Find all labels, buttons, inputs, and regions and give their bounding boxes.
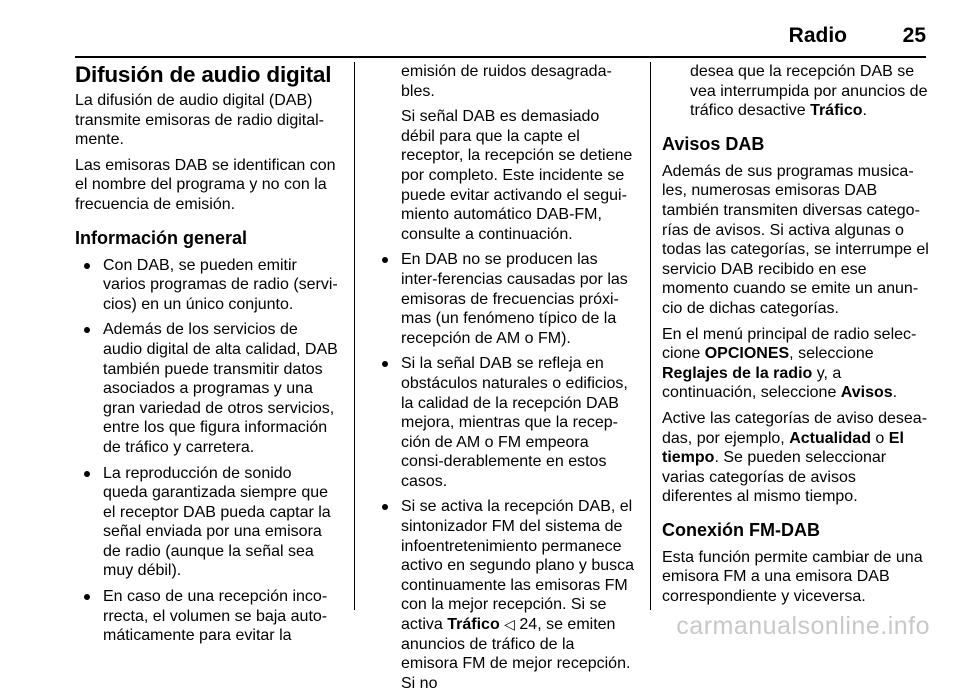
paragraph-continued: emisión de ruidos desagrada-bles.	[401, 63, 612, 100]
list-item: Con DAB, se pueden emitir varios programas de radio (servi-cios) en un único conjunto.	[75, 256, 340, 315]
bullet-icon	[382, 361, 388, 367]
traffic-label: Tráfico	[447, 616, 500, 634]
paragraph-continued: desea que la recepción DAB se vea interrumpida por anuncios de tráfico desactive Tráfico.	[690, 63, 928, 120]
announcements-label: Avisos	[840, 384, 893, 402]
header-title: Radio	[788, 24, 847, 47]
paragraph: Esta función permite cambiar de una emisora FM a una emisora DAB correspondiente y viceversa.	[662, 548, 923, 606]
bullet-list	[373, 250, 635, 693]
list-item: En DAB no se producen las inter-ferencias causadas por las emisoras de frecuencias próxi-mas (un fenómeno típico de la recepción de AM o FM).	[373, 250, 635, 348]
column-3	[662, 62, 930, 613]
paragraph: La difusión de audio digital (DAB) transmite emisoras de radio digital-mente.	[75, 92, 324, 149]
traffic-label: Tráfico	[810, 102, 863, 120]
subheading-dab-announcements: Avisos DAB	[662, 133, 765, 154]
bullet-list	[75, 256, 340, 646]
column-divider-2	[650, 62, 651, 610]
header-rule	[75, 56, 926, 58]
subheading-fm-dab-link: Conexión FM-DAB	[662, 519, 820, 540]
page-number: 25	[902, 24, 926, 47]
page-reference-icon: ◁	[504, 616, 515, 633]
list-item: Si la señal DAB se refleja en obstáculos naturales o edificios, la calidad de la recepción DAB mejora, mientras que la recep-ción de AM o FM empeora consi-derablemente en estos casos.	[373, 354, 635, 491]
list-item: Si se activa la recepción DAB, el sintonizador FM del sistema de infoentretenimiento permanece activo en segundo plano y busca continuamente las emisoras FM con la mejor recepción. Si se activa Tráfico ◁ 24, se emiten anuncios de tráfico de la emisora FM de mejor recepción. Si no	[373, 497, 635, 693]
bullet-icon	[84, 471, 90, 477]
list-item: Además de los servicios de audio digital de alta calidad, DAB también puede transmitir datos asociados a programas y una gran variedad de otros servicios, entre los que figura información de tráfico y carretera.	[75, 320, 340, 457]
paragraph: Además de sus programas musica-les, numerosas emisoras DAB también transmiten diversas catego-rías de avisos. Si activa algunas o todas las categorías, se interrumpe el servicio DAB recibido en ese momento cuando se emite un anun-cio de dichas categorías.	[662, 162, 929, 317]
column-1	[75, 62, 340, 652]
paragraph: En el menú principal de radio selec-cione OPCIONES, seleccione Reglajes de la radio y, a continuación, seleccione Avisos.	[662, 325, 917, 402]
list-item: En caso de una recepción inco-rrecta, el volumen se baja auto-máticamente para evitar la	[75, 587, 340, 646]
options-label: OPCIONES	[704, 345, 790, 363]
subheading-general-info: Información general	[75, 227, 248, 248]
bullet-icon	[382, 257, 388, 263]
column-2	[373, 62, 635, 699]
paragraph: Si señal DAB es demasiado débil para que la capte el receptor, la recepción se detiene por completo. Este incidente se puede evitar activando el segui-miento automático DAB-FM, consulte a continuación.	[401, 108, 633, 243]
paragraph: Active las categorías de aviso desea-das, por ejemplo, Actualidad o El tiempo. Se pueden seleccionar varias categorías de avisos diferentes al mismo tiempo.	[662, 409, 928, 506]
news-label: Actualidad	[789, 429, 871, 447]
page-header	[75, 24, 926, 54]
section-heading-dab: Difusión de audio digital	[75, 62, 332, 87]
paragraph: Las emisoras DAB se identifican con el nombre del programa y no con la frecuencia de emisión.	[75, 156, 336, 213]
bullet-icon	[382, 504, 388, 510]
column-divider-1	[354, 62, 355, 610]
bullet-icon	[84, 594, 90, 600]
weather-label: El tiempo	[662, 429, 904, 467]
watermark: carmanualsonline.info	[676, 612, 930, 640]
bullet-icon	[84, 327, 90, 333]
radio-settings-label: Reglajes de la radio	[662, 364, 813, 382]
bullet-icon	[84, 263, 90, 269]
list-item: La reproducción de sonido queda garantizada siempre que el receptor DAB pueda captar la señal enviada por una emisora de radio (aunque la señal sea muy débil).	[75, 464, 340, 582]
